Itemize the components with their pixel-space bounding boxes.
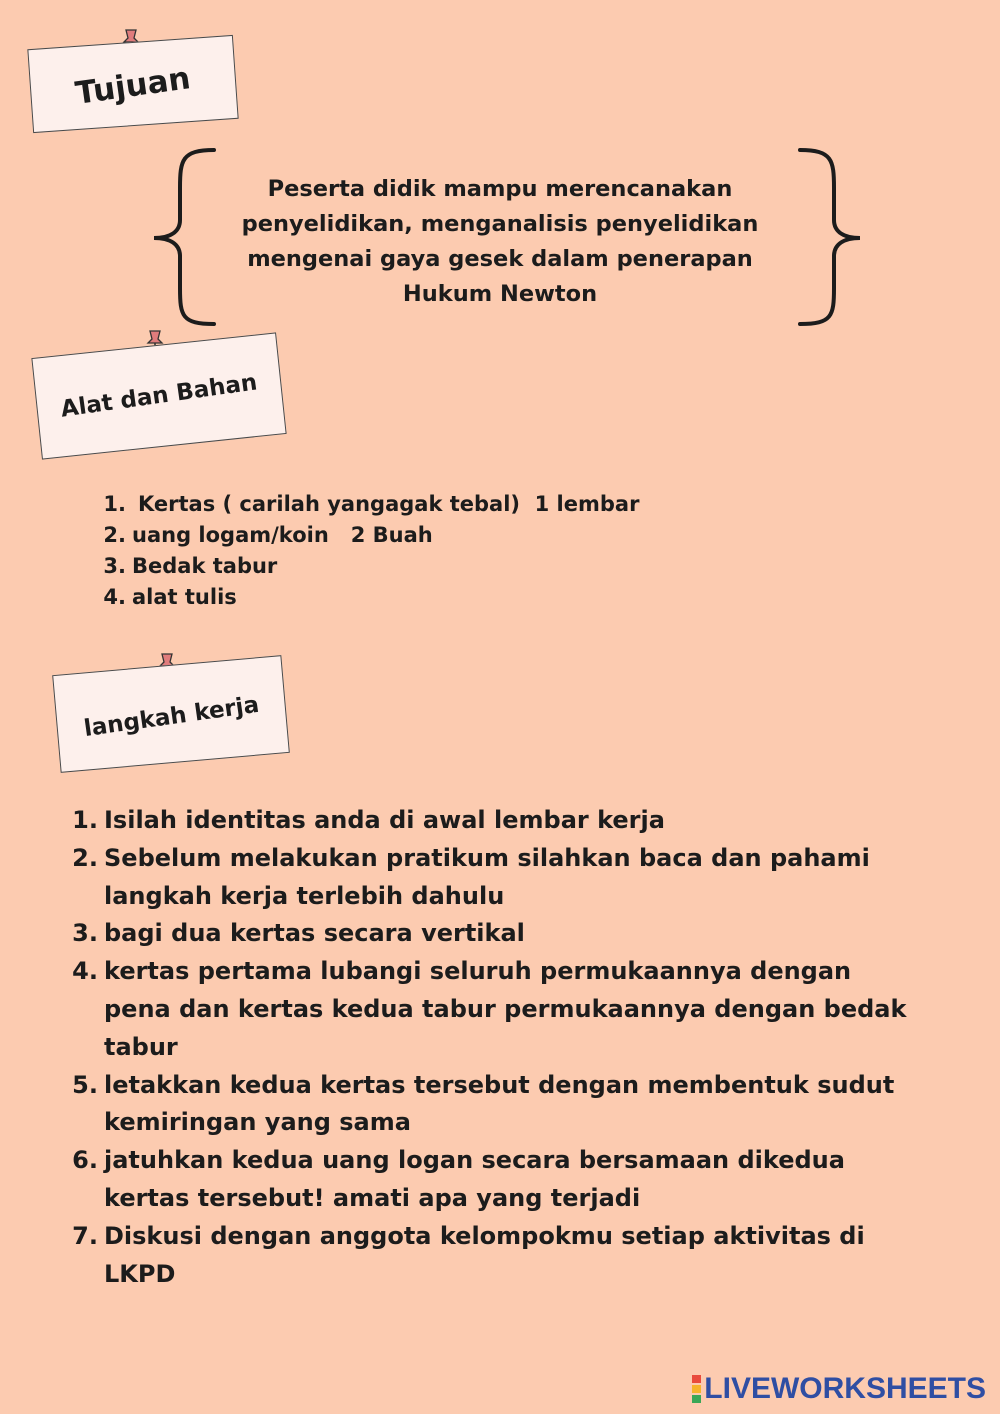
item-number: 3. [72, 919, 98, 948]
item-text: kertas pertama lubangi seluruh permukaannya dengan pena dan kertas kedua tabur permukaannya dengan bedak tabur [104, 957, 907, 1061]
right-brace-icon [794, 148, 866, 328]
liveworksheets-logo[interactable] [692, 1372, 986, 1406]
langkah-kerja-title: langkah kerja [82, 691, 261, 743]
item-text: Kertas ( carilah yangagak tebal) 1 lembar [138, 492, 640, 516]
item-text: uang logam/koin 2 Buah [132, 523, 433, 547]
item-text: Diskusi dengan anggota kelompokmu setiap aktivitas di LKPD [104, 1221, 865, 1288]
list-item [96, 489, 639, 520]
list-item [70, 802, 930, 840]
list-item [96, 551, 639, 582]
alat-list [96, 489, 639, 613]
item-text: Bedak tabur [132, 554, 278, 578]
item-number: 7. [72, 1221, 98, 1250]
list-item [70, 915, 930, 953]
langkah-kerja-note [52, 655, 290, 773]
item-number: 2. [72, 843, 98, 872]
list-item [70, 1067, 930, 1143]
item-text: Sebelum melakukan pratikum silahkan baca dan pahami langkah kerja terlebih dahulu [104, 843, 870, 910]
list-item [70, 1218, 930, 1294]
item-number: 6. [72, 1146, 98, 1175]
tujuan-text: Peserta didik mampu merencanakan penyelidikan, menganalisis penyelidikan mengenai gaya gesek dalam penerapan Hukum Newton [241, 176, 759, 307]
item-number: 4. [72, 957, 98, 986]
item-number: 2. [103, 523, 126, 547]
item-text: jatuhkan kedua uang logan secara bersamaan dikedua kertas tersebut! amati apa yang terjadi [104, 1146, 845, 1212]
item-number: 4. [103, 585, 126, 609]
item-text: alat tulis [132, 585, 237, 609]
tujuan-title: Tujuan [73, 60, 193, 112]
list-item [70, 840, 930, 916]
item-number: 3. [103, 554, 126, 578]
list-item [70, 1142, 930, 1218]
list-item [96, 520, 639, 551]
langkah-list [70, 802, 930, 1293]
item-number: 1. [72, 806, 98, 834]
tujuan-note [27, 35, 238, 133]
alat-dan-bahan-title: Alat dan Bahan [59, 369, 259, 423]
liveworksheets-logo-icon [692, 1374, 701, 1404]
item-text: bagi dua kertas secara vertikal [104, 919, 525, 948]
list-item [70, 953, 930, 1066]
item-text: Isilah identitas anda di awal lembar kerja [104, 806, 665, 834]
brand-name: LIVEWORKSHEETS [704, 1372, 986, 1405]
item-number: 5. [72, 1070, 98, 1099]
item-number: 1. [103, 492, 126, 516]
list-item [96, 582, 639, 613]
item-text: letakkan kedua kertas tersebut dengan membentuk sudut kemiringan yang sama [104, 1070, 895, 1137]
alat-dan-bahan-note [31, 332, 286, 459]
